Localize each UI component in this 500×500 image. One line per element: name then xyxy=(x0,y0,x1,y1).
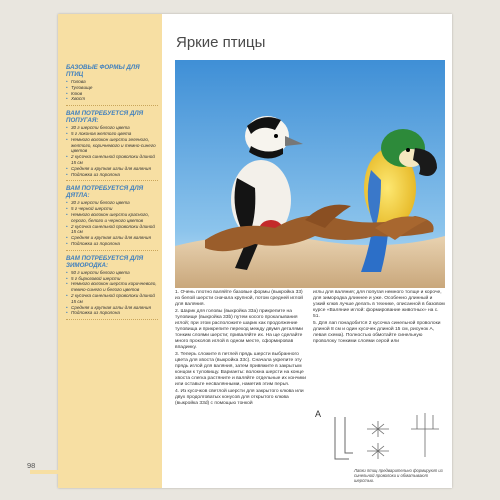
sidebar-list xyxy=(66,125,158,177)
sidebar-list-item: • 2 кусочка синельной проволоки длиной 15 см xyxy=(66,224,158,236)
parrot-eye xyxy=(406,148,410,152)
page-number-bar xyxy=(30,470,58,474)
sidebar-section xyxy=(66,255,158,320)
sidebar-list-item: • Подложка из поролона xyxy=(66,241,158,247)
leg-wire-right xyxy=(411,413,439,457)
leg-wire-middle xyxy=(367,421,389,459)
sidebar-list-item: • Немного волокон шерсти коричневого, темно-синего и белого цветов xyxy=(66,281,158,293)
instruction-paragraph: 1. Очень плотно валяйте базовые формы (выкройка 33) из белой шерсти сначала крупной, потом средней иглой для валяния. xyxy=(175,290,304,308)
sidebar-list-item: • Подложка из поролона xyxy=(66,310,158,316)
sidebar-section xyxy=(66,64,158,106)
sidebar-list xyxy=(66,270,158,316)
birds-photo xyxy=(175,60,445,288)
sidebar-section-title: ВАМ ПОТРЕБУЕТСЯ ДЛЯ ЗИМОРОДКА: xyxy=(66,254,144,269)
instruction-paragraph: 5. Для лап понадобится 2 кусочка синельной проволоки длиной 8 см и один кусочек длиной 15 см, рисунок А, левая схема). Полностью обмотайте синельную проволоку тонкими слоями серой или xyxy=(313,320,441,345)
sidebar-list-item: • Клюв xyxy=(66,91,158,97)
page-number: 98 xyxy=(27,461,36,470)
leg-wire-left xyxy=(335,417,353,459)
sidebar-list-item: • 5 г черной шерсти xyxy=(66,206,158,212)
sidebar-list-item: • Средняя и крупная иглы для валяния xyxy=(66,166,158,172)
birds-illustration xyxy=(175,60,445,288)
sidebar-list-item: • 50 г шерсти белого цвета xyxy=(66,270,158,276)
book-page xyxy=(58,14,452,488)
sidebar-list-item: • Хвост xyxy=(66,96,158,102)
sidebar-list xyxy=(66,200,158,246)
materials-sidebar xyxy=(58,14,162,488)
sidebar-list-item: • Средняя и крупная иглы для валяния xyxy=(66,235,158,241)
instruction-paragraph: 2. Шарик для головы (выкройка 33а) прикрепите на туловище (выкройка 33b) путем косого прокалывания иглой; при этом расположите шарик как продолжение туловища и прикрепите переход между двумя деталями тонким слоями шерсти; приваляйте их. На ще сделайте много проколов иглой в одном месте, сформировав впадинку. xyxy=(175,308,303,351)
instructions-column-2 xyxy=(313,290,445,346)
instruction-paragraph: 4. Из кусочков светлой шерсти для закрытого клюва или двух продолговатых конусов для открытого клюва (выкройка 33d) с помощью тонкой xyxy=(175,389,304,407)
sidebar-section-title: ВАМ ПОТРЕБУЕТСЯ ДЛЯ ПОПУГАЯ: xyxy=(66,110,144,125)
page-title: Яркие птицы xyxy=(176,34,266,51)
sidebar-list-item: • Средняя и крупная иглы для валяния xyxy=(66,305,158,311)
sidebar-list-item: • Немного волокон шерсти красного, серого, белого и черного цветов xyxy=(66,212,158,224)
sidebar-section xyxy=(66,185,158,250)
diagram-label: A xyxy=(315,409,322,419)
sidebar-list-item: • Туловище xyxy=(66,85,158,91)
sidebar-list xyxy=(66,79,158,102)
sidebar-list-item: • Подложка из поролона xyxy=(66,172,158,178)
sidebar-section-title: ВАМ ПОТРЕБУЕТСЯ ДЛЯ ДЯТЛА: xyxy=(66,185,144,200)
sidebar-list-item: • Немного волокон шерсти зеленого, желтого, коричневого и темно-синего цветов xyxy=(66,137,158,154)
sidebar-list-item: • 30 г шерсти белого цвета xyxy=(66,200,158,206)
sidebar-list-item: • 30 г шерсти белого цвета xyxy=(66,125,158,131)
woodpecker-eye xyxy=(274,134,278,138)
instruction-paragraph: иглы для валяния; для попугая немного толще и короче, для зимородка длиннее и уже. Особенно длинный и узкий клюв лучше делать в технике, описанной в базовом курсе «Валяние иглой: формирование животных» на с. 51. xyxy=(313,290,445,320)
leg-diagram-svg xyxy=(313,407,445,465)
sidebar-list-item: • 5 г локонов желтого цвета xyxy=(66,131,158,137)
sidebar-list-item: • 5 г бирюзовой шерсти xyxy=(66,276,158,282)
sidebar-list-item: • 2 кусочка синельной проволоки длиной 15 см xyxy=(66,154,158,166)
sidebar-list-item: • 2 кусочка синельной проволоки длиной 15 см xyxy=(66,293,158,305)
instructions-column-1 xyxy=(175,290,307,408)
sidebar-section-title: БАЗОВЫЕ ФОРМЫ ДЛЯ ПТИЦ xyxy=(66,64,140,78)
sidebar-content xyxy=(66,64,158,324)
sidebar-section xyxy=(66,110,158,181)
instruction-paragraph: 3. Теперь сложите в петлей прядь шерсти выбранного цвета для хвоста (выкройка 33с). Сначала укрепите эту прядь иглой для валяния, затем привяжите в закрытым концом к туловищу. Варианты: волокна шерсти на конце хвоста слегка растяните и валяйте отдельные их кончики или оставьте несвалянными, наметив этим перья. xyxy=(175,351,306,388)
diagram-caption: Лапки птиц предварительно формируют из синельной проволоки и обматывают шерстью. xyxy=(354,468,443,484)
sidebar-list-item: • Голова xyxy=(66,79,158,85)
leg-diagram xyxy=(313,407,445,465)
